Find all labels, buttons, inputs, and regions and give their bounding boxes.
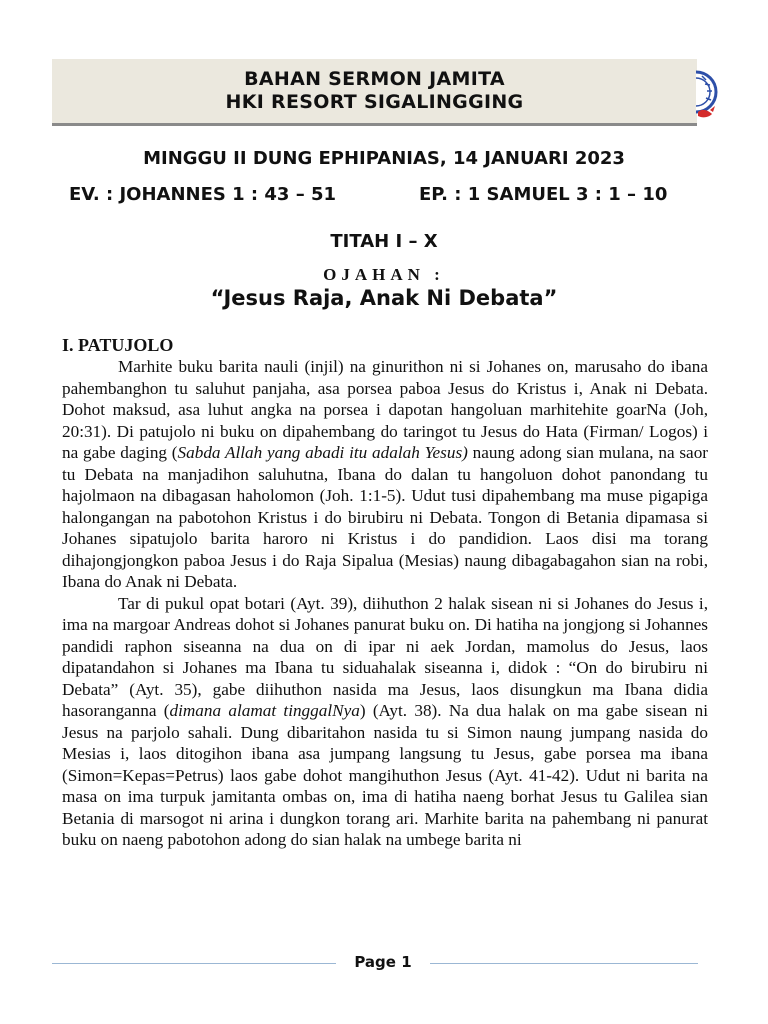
page-number: Page 1 — [354, 953, 412, 971]
header-title: BAHAN SERMON JAMITA — [244, 68, 505, 90]
footer-rule-right — [430, 963, 698, 964]
header-banner — [52, 59, 697, 126]
commandment-ref: TITAH I – X — [330, 231, 438, 252]
service-date: MINGGU II DUNG EPHIPANIAS, 14 JANUARI 2023 — [143, 148, 625, 169]
footer-rule-left — [52, 963, 336, 964]
section-heading: I. PATUJOLO — [62, 335, 174, 355]
gospel-reading: EV. : JOHANNES 1 : 43 – 51 — [69, 184, 337, 205]
header-subtitle: HKI RESORT SIGALINGGING — [225, 91, 524, 113]
church-seal-logo-icon — [696, 66, 718, 124]
sermon-body — [62, 356, 708, 851]
epistle-reading: EP. : 1 SAMUEL 3 : 1 – 10 — [419, 184, 668, 205]
paragraph-1: Marhite buku barita nauli (injil) na ginurithon ni si Johanes on, marusaho do ibana pahembanghon tu saluhut panjaha, asa porsea paboa Jesus do Kristus i, Anak ni Debata. Dohot maksud, asa luhut angka na porsea i dapotan hangoluan marhitehite goarNa (Joh, 20:31). Di patujolo ni buku on dipahembang do taringot tu Jesus do Hata (Firman/ Logos) i na gabe daging (Sabda Allah yang abadi itu adalah Yesus) naung adong sian mulana, na saor tu Debata na manjadihon saluhutna, Ibana do dalan tu hangoluon dohot panondang tu hajolmaon na dibagasan haholomon (Joh. 1:1-5). Udut tusi dipahembang ma muse pigapiga halongangan na pabotohon Kristus i do birubiru ni Debata. Tongon di Betania dipamasa si Johanes sipatujolo barita haroro ni Kristus i do pandidion. Laos disi ma torang dihajongjongkon paboa Jesus i do Raja Sipalua (Mesias) naung dibagabagahon sian na robi, Ibana do Anak ni Debata. — [62, 357, 709, 591]
ojahan-label: OJAHAN : — [323, 265, 445, 284]
sermon-theme: “Jesus Raja, Anak Ni Debata” — [210, 286, 558, 310]
paragraph-2: Tar di pukul opat botari (Ayt. 39), diihuthon 2 halak sisean ni si Johanes do Jesus i, ima na margoar Andreas dohot si Johanes panurat buku on. Di hatiha na jongjong si Johannes pandidi raphon siseanna na dua on di ipar ni aek Jordan, mamolus do Jesus, laos dipatandahon si Johanes ma Ibana tu siduahalak siseanna i, didok : “On do birubiru ni Debata” (Ayt. 35), gabe diihuthon nasida ma Jesus, laos disungkun ma Ibana didia hasoranganna (dimana alamat tinggalNya) (Ayt. 38). Na dua halak on ma gabe sisean ni Jesus na parjolo sahali. Dung dibaritahon nasida tu si Simon naung jumpang nasida do Mesias i, laos ditogihon ibana asa jumpang langsung tu Jesus, gabe porsea ma ibana (Simon=Kepas=Petrus) laos gabe dohot mangihuthon Jesus (Ayt. 41-42). Udut ni barita na masa on ima turpuk jamitanta ombas on, ima di hatiha naeng borhat Jesus tu Galilea sian Betania di marsogot ni arina i dungkon torang ari. Marhite barita na pahembang ni panurat buku on naeng pabotohon adong do sian halak na umbege barita ni — [62, 593, 709, 849]
